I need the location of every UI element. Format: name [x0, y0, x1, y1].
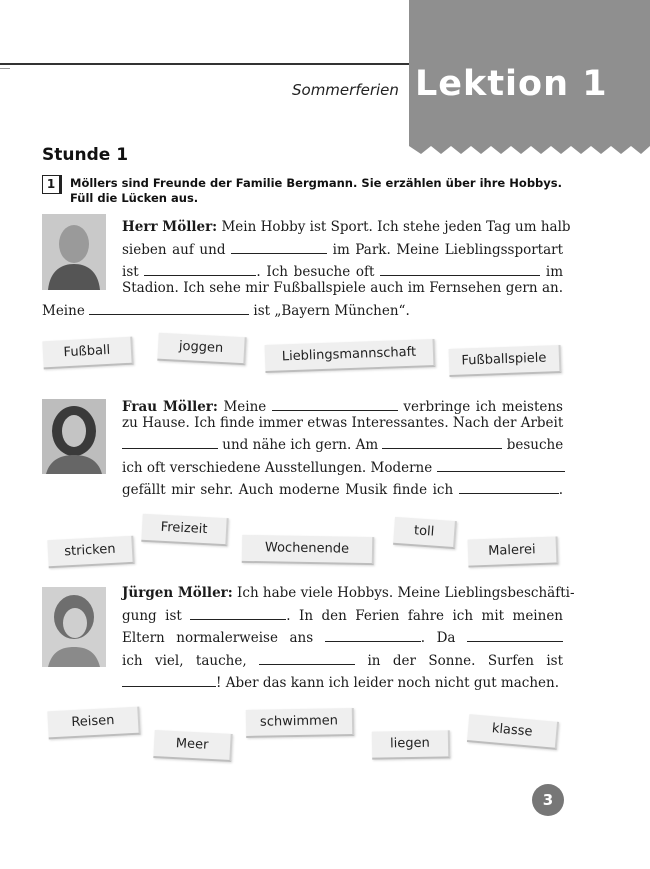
gap-field[interactable] — [380, 261, 540, 276]
word-card-schwimmen[interactable]: schwimmen — [246, 708, 354, 738]
gap-field[interactable] — [190, 605, 286, 620]
gap-field[interactable] — [231, 239, 327, 254]
word-card-lieblingsmannschaft[interactable]: Lieblingsmannschaft — [265, 339, 436, 373]
photo-frau-moeller — [42, 399, 106, 474]
text-herr-moeller-cont: Stadion. Ich sehe mir Fußballspiele auch im Fernsehen gern an. Meine ist „Bayern München“. — [42, 280, 563, 319]
word-card-liegen[interactable]: liegen — [372, 730, 450, 759]
speaker-juergen: Jürgen Möller: — [122, 585, 233, 601]
word-card-fussballspiele[interactable]: Fußballspiele — [449, 345, 562, 377]
gap-field[interactable] — [272, 396, 398, 411]
section-title: Stunde 1 — [42, 145, 129, 165]
word-card-joggen[interactable]: joggen — [157, 333, 246, 366]
topic-title: Sommerferien — [292, 81, 399, 99]
word-card-freizeit[interactable]: Freizeit — [141, 514, 228, 546]
speaker-herr: Herr Möller: — [122, 219, 218, 235]
gap-field[interactable] — [89, 300, 249, 315]
gap-field[interactable] — [325, 627, 421, 642]
word-card-klasse[interactable]: klasse — [467, 714, 559, 750]
task-instruction: Möllers sind Freunde der Familie Bergmann. Sie erzählen über ihre Hobbys. Füll die Lücken aus. — [70, 176, 562, 205]
header-rule-small — [0, 68, 10, 69]
word-card-stricken[interactable]: stricken — [47, 536, 134, 568]
header-rule — [0, 63, 420, 65]
text-frau-moeller: Frau Möller: Meine verbringe ich meistens zu Hause. Ich finde immer etwas Interessantes. Nach der Arbeit und nähe ich gern. Am besuche ich oft verschiedene Ausstellungen. Moderne gefällt mir sehr. Auch moderne Musik finde ich . — [122, 396, 563, 502]
gap-field[interactable] — [122, 434, 218, 449]
page-number: 3 — [532, 784, 564, 816]
word-card-fussball[interactable]: Fußball — [42, 337, 133, 370]
photo-juergen-moeller — [42, 587, 106, 667]
lektion-title: Lektion 1 — [415, 64, 608, 104]
word-card-wochenende[interactable]: Wochenende — [242, 535, 374, 565]
word-card-toll[interactable]: toll — [393, 517, 457, 549]
gap-field[interactable] — [259, 650, 355, 665]
speaker-frau: Frau Möller: — [122, 399, 218, 415]
text-juergen-moeller: Jürgen Möller: Ich habe viele Hobbys. Meine Lieblingsbeschäfti- gung ist . In den Ferien fahre ich mit meinen Eltern normalerweise ans . Da ich viel, tauche, in der Sonne. Surfen ist ! Aber das kann ich leider noch nicht gut machen. — [122, 585, 575, 692]
gap-field[interactable] — [144, 261, 256, 276]
word-card-meer[interactable]: Meer — [153, 730, 232, 762]
word-card-malerei[interactable]: Malerei — [468, 536, 559, 567]
gap-field[interactable] — [382, 434, 502, 449]
text-herr-moeller: Herr Möller: Mein Hobby ist Sport. Ich stehe jeden Tag um halb sieben auf und im Park. Meine Lieblingssportart ist . Ich besuche oft im — [122, 219, 571, 281]
gap-field[interactable] — [122, 672, 216, 687]
gap-field[interactable] — [459, 479, 559, 494]
gap-field[interactable] — [437, 457, 565, 472]
gap-field[interactable] — [467, 627, 563, 642]
task-number: 1 — [42, 175, 62, 194]
word-card-reisen[interactable]: Reisen — [47, 707, 140, 740]
